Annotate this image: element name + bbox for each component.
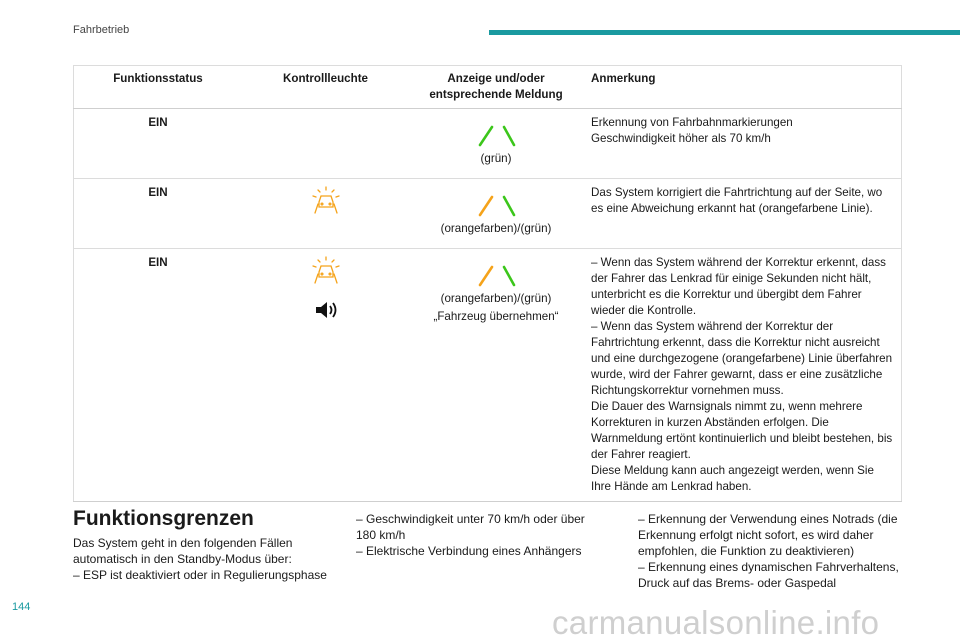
- note-line: – Wenn das System während der Korrektur der Fahrtrichtung erkennt, dass die Korrektur nicht ausreicht und eine durchgezogene (orangefarbene) Linie überfahren wurde, wird der Fahrer gewarnt, dass er eine zusätzliche Richtungskorrektur vornehmen muss.: [591, 320, 893, 397]
- note-line: Diese Meldung kann auch angezeigt werden, wenn Sie Ihre Hände am Lenkrad haben.: [591, 464, 874, 493]
- status-cell: EIN: [148, 186, 168, 199]
- note-cell: [583, 179, 902, 249]
- note-line: Erkennung von Fahrbahnmarkierungen: [591, 116, 793, 129]
- header-status: Funktionsstatus: [113, 72, 203, 85]
- lane-departure-warning-icon: [309, 185, 343, 215]
- header-note: Anmerkung: [591, 72, 656, 85]
- speaker-icon: [313, 299, 339, 321]
- limits-column-1: [73, 535, 335, 583]
- header-accent-bar: [489, 30, 960, 35]
- lane-departure-warning-icon: [309, 255, 343, 285]
- header-lamp: Kontrollleuchte: [282, 72, 369, 85]
- right-lane-line: [504, 267, 514, 285]
- header-display: Anzeige und/oder entsprechende Meldung: [429, 72, 563, 101]
- lane-lines-icon: [466, 119, 526, 149]
- lamp-cell: [242, 109, 409, 179]
- status-cell: EIN: [148, 256, 168, 269]
- limits-item: – Erkennung der Verwendung eines Notrads (die Erkennung erfolgt nicht sofort, es wird daher empfohlen, die Funktion zu deaktivieren): [638, 512, 898, 558]
- function-status-table: [73, 65, 902, 502]
- limits-item: – Erkennung eines dynamischen Fahrverhaltens, Druck auf das Brems- oder Gaspedal: [638, 560, 899, 590]
- table-header-row: [74, 66, 902, 109]
- display-cell: [409, 249, 583, 502]
- left-lane-line: [480, 197, 492, 215]
- note-line: Geschwindigkeit höher als 70 km/h: [591, 132, 771, 145]
- section-label: Fahrbetrieb: [73, 24, 130, 36]
- table-row: [74, 179, 902, 249]
- table-row: [74, 249, 902, 502]
- status-cell: EIN: [148, 116, 168, 129]
- limits-intro: Das System geht in den folgenden Fällen automatisch in den Standby-Modus über:: [73, 536, 293, 566]
- right-lane-line: [504, 197, 514, 215]
- page-number: 144: [12, 601, 31, 613]
- limits-heading: Funktionsgrenzen: [73, 507, 254, 530]
- lane-lines-icon: [466, 259, 526, 289]
- lane-lines-icon: [466, 189, 526, 219]
- lamp-cell: [242, 249, 409, 502]
- limits-item: – Geschwindigkeit unter 70 km/h oder über 180 km/h: [356, 512, 585, 542]
- display-message: „Fahrzeug übernehmen“: [433, 310, 559, 323]
- limits-column-2: [356, 511, 596, 559]
- limits-item: – ESP ist deaktiviert oder in Regulierungsphase: [73, 568, 327, 582]
- display-color-label: (orangefarben)/(grün): [440, 222, 552, 235]
- display-cell: [409, 109, 583, 179]
- display-cell: [409, 179, 583, 249]
- limits-column-3: [638, 511, 900, 591]
- left-lane-line: [480, 127, 492, 145]
- note-line: – Wenn das System während der Korrektur erkennt, dass der Fahrer das Lenkrad für einige Sekunden nicht hält, unterbricht es die Korrektur und übergibt dem Fahrer wieder die Kontrolle.: [591, 256, 886, 317]
- lamp-cell: [242, 179, 409, 249]
- right-lane-line: [504, 127, 514, 145]
- watermark: carmanualsonline.info: [552, 604, 880, 641]
- table-row: [74, 109, 902, 179]
- limits-item: – Elektrische Verbindung eines Anhängers: [356, 544, 582, 558]
- note-cell: [583, 109, 902, 179]
- note-cell: [583, 249, 902, 502]
- left-lane-line: [480, 267, 492, 285]
- note-line: Die Dauer des Warnsignals nimmt zu, wenn mehrere Korrekturen in kurzen Abständen erfolgen. Die Warnmeldung ertönt kontinuierlich und bleibt bestehen, bis der Fahrer reagiert.: [591, 400, 893, 461]
- note-line: Das System korrigiert die Fahrtrichtung auf der Seite, wo es eine Abweichung erkannt hat (orangefarbene Linie).: [591, 186, 883, 215]
- display-color-label: (orangefarben)/(grün): [440, 292, 552, 305]
- display-color-label: (grün): [480, 152, 512, 165]
